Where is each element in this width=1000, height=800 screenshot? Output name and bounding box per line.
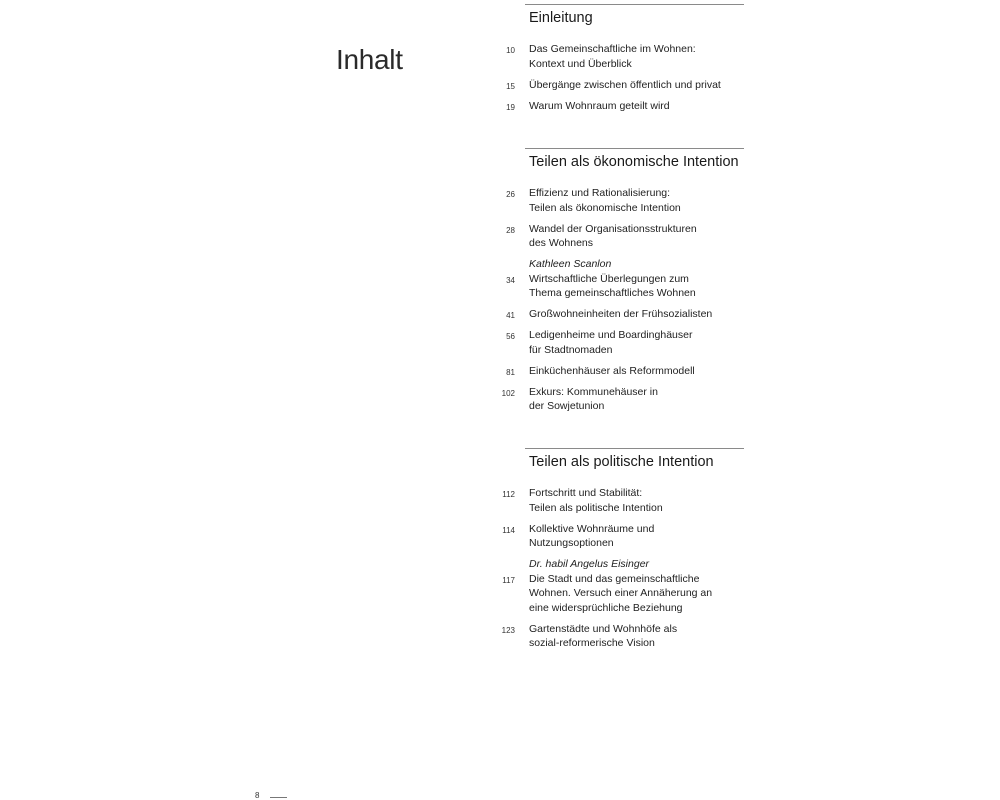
entry-page-number: 28 bbox=[506, 225, 515, 235]
entry-page-number: 34 bbox=[506, 275, 515, 285]
entry-page-number: 112 bbox=[502, 490, 515, 499]
entry-title: Warum Wohnraum geteilt wird bbox=[529, 99, 670, 112]
entry-page-number: 19 bbox=[506, 102, 515, 112]
entry-title: Ledigenheime und Boardinghäuser für Stadtnomaden bbox=[529, 329, 693, 356]
entry-page-number: 81 bbox=[506, 367, 515, 377]
page-title: Inhalt bbox=[336, 44, 403, 75]
section-title: Teilen als ökonomische Intention bbox=[529, 154, 739, 170]
entry-title: Gartenstädte und Wohnhöfe als sozial-reformerische Vision bbox=[529, 622, 678, 649]
entry-title: Das Gemeinschaftliche im Wohnen: Kontext und Überblick bbox=[529, 43, 696, 70]
section-rule bbox=[525, 448, 744, 449]
entry-page-number: 102 bbox=[501, 388, 515, 398]
entry-page-number: 117 bbox=[502, 575, 515, 585]
entry-page-number: 56 bbox=[506, 332, 515, 341]
entry-author: Kathleen Scanlon bbox=[529, 258, 612, 270]
entry-title: Effizienz und Rationalisierung: Teilen als ökonomische Intention bbox=[529, 187, 681, 214]
section-rule bbox=[525, 4, 744, 5]
entry-title: Einküchenhäuser als Reformmodell bbox=[529, 364, 695, 377]
page-number-rule bbox=[270, 797, 287, 798]
entry-title: Übergänge zwischen öffentlich und privat bbox=[529, 78, 721, 91]
entry-title: Fortschritt und Stabilität: Teilen als politische Intention bbox=[529, 487, 663, 514]
entry-author: Dr. habil Angelus Eisinger bbox=[529, 558, 650, 570]
entry-page-number: 41 bbox=[506, 311, 515, 320]
entry-page-number: 10 bbox=[506, 46, 515, 55]
entry-page-number: 114 bbox=[502, 525, 515, 535]
section-rule bbox=[525, 148, 744, 149]
entry-page-number: 15 bbox=[506, 81, 515, 91]
entry-title: Dr. habil Angelus Eisinger Die Stadt und das gemeinschaftliche Wohnen. Versuch einer Annäherung an eine widersprüchliche Beziehung bbox=[529, 557, 744, 615]
section-title: Einleitung bbox=[529, 10, 593, 26]
entry-title: Kathleen Scanlon Wirtschaftliche Überlegungen zum Thema gemeinschaftliches Wohnen bbox=[529, 257, 744, 301]
entry-title: Wandel der Organisationsstrukturen des Wohnens bbox=[529, 222, 697, 249]
entry-title: Exkurs: Kommunehäuser in der Sowjetunion bbox=[529, 385, 658, 412]
entry-page-number: 123 bbox=[501, 625, 515, 635]
page-number: 8 bbox=[255, 791, 260, 800]
entry-title: Großwohneinheiten der Frühsozialisten bbox=[529, 308, 713, 320]
entry-page-number: 26 bbox=[506, 190, 515, 199]
entry-title: Kollektive Wohnräume und Nutzungsoptionen bbox=[529, 522, 655, 549]
section-title: Teilen als politische Intention bbox=[529, 454, 714, 470]
